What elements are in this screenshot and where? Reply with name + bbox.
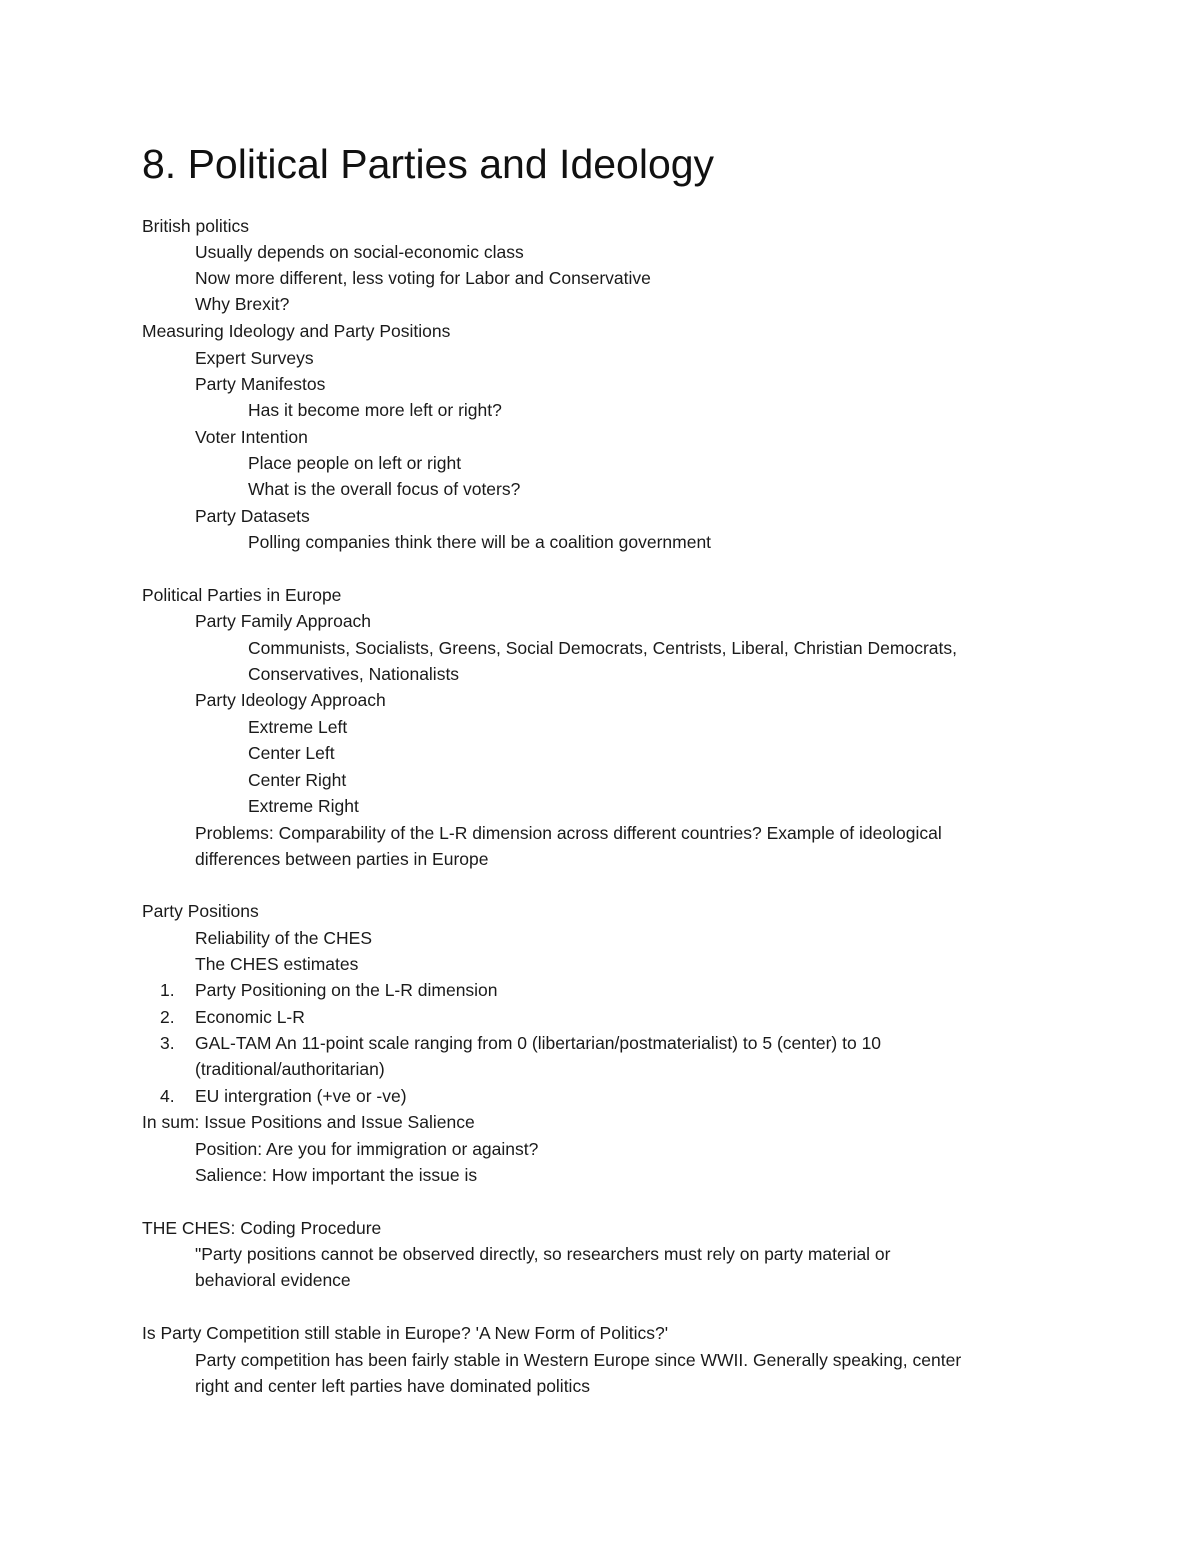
note-subline: Center Left [248, 743, 335, 763]
page-title: 8. Political Parties and Ideology [142, 141, 715, 187]
list-number: 3. [160, 1033, 175, 1053]
numbered-item: EU intergration (+ve or -ve) [195, 1086, 407, 1106]
note-line: Party Manifestos [195, 374, 326, 394]
numbered-item: Party Positioning on the L-R dimension [195, 980, 498, 1000]
section-heading-british-politics: British politics [142, 216, 249, 236]
list-number: 1. [160, 980, 175, 1000]
note-line: Position: Are you for immigration or against? [195, 1139, 539, 1159]
note-line: Usually depends on social-economic class [195, 242, 524, 262]
note-subline: Place people on left or right [248, 453, 462, 473]
note-subline: Center Right [248, 770, 347, 790]
note-line: Voter Intention [195, 427, 308, 447]
note-line: Expert Surveys [195, 348, 314, 368]
note-line: Party Datasets [195, 506, 310, 526]
note-subline: What is the overall focus of voters? [248, 479, 521, 499]
section-heading-europe: Political Parties in Europe [142, 585, 342, 605]
numbered-item: GAL-TAM An 11-point scale ranging from 0 (libertarian/postmaterialist) to 5 (center) to 10 [195, 1033, 882, 1053]
note-line: behavioral evidence [195, 1270, 351, 1290]
note-line: Reliability of the CHES [195, 928, 373, 948]
note-line: Party Ideology Approach [195, 690, 386, 710]
list-number: 2. [160, 1007, 175, 1027]
note-subline: Extreme Right [248, 796, 359, 816]
section-heading-in-sum: In sum: Issue Positions and Issue Salience [142, 1112, 475, 1132]
list-number: 4. [160, 1086, 175, 1106]
note-line: differences between parties in Europe [195, 849, 489, 869]
section-heading-competition: Is Party Competition still stable in Europe? 'A New Form of Politics?' [142, 1323, 669, 1343]
note-line: The CHES estimates [195, 954, 359, 974]
note-subline: Conservatives, Nationalists [248, 664, 460, 684]
note-subline: Extreme Left [248, 717, 348, 737]
note-line: Party competition has been fairly stable in Western Europe since WWII. Generally speaking, center [195, 1350, 962, 1370]
note-subline: Communists, Socialists, Greens, Social Democrats, Centrists, Liberal, Christian Democrats, [248, 638, 957, 658]
note-line: Party Family Approach [195, 611, 372, 631]
note-subline: Has it become more left or right? [248, 400, 502, 420]
note-line: Now more different, less voting for Labor and Conservative [195, 268, 651, 288]
note-line: Problems: Comparability of the L-R dimension across different countries? Example of ideological [195, 823, 942, 843]
section-heading-measuring: Measuring Ideology and Party Positions [142, 321, 451, 341]
numbered-item: Economic L-R [195, 1007, 305, 1027]
numbered-item-continuation: (traditional/authoritarian) [195, 1059, 385, 1079]
note-line: "Party positions cannot be observed directly, so researchers must rely on party material or [195, 1244, 891, 1264]
note-line: Salience: How important the issue is [195, 1165, 478, 1185]
note-line: right and center left parties have dominated politics [195, 1376, 590, 1396]
note-subline: Polling companies think there will be a coalition government [248, 532, 712, 552]
note-line: Why Brexit? [195, 294, 290, 314]
section-heading-party-positions: Party Positions [142, 901, 259, 921]
section-heading-coding: THE CHES: Coding Procedure [142, 1218, 382, 1238]
